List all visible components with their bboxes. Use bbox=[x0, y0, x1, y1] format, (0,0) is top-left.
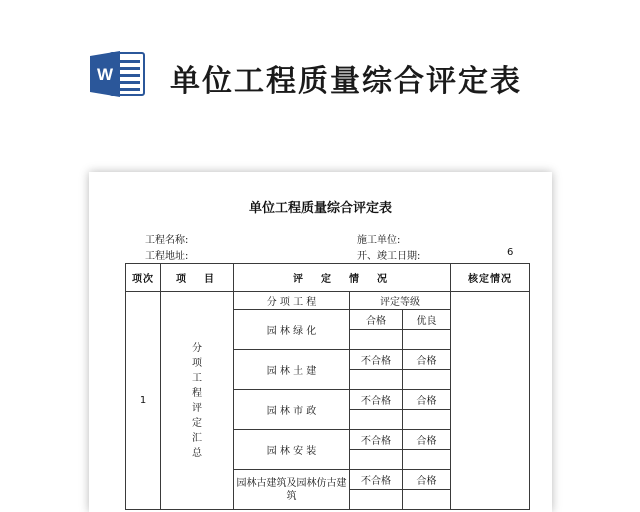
subitem-name: 园林古建筑及园林仿古建筑 bbox=[234, 470, 350, 510]
subitem-name: 园 林 市 政 bbox=[234, 390, 350, 430]
table-row bbox=[126, 292, 530, 310]
header-item-no: 项次 bbox=[126, 264, 161, 292]
grade-2: 优良 bbox=[403, 310, 451, 330]
grade-1: 不合格 bbox=[350, 430, 403, 450]
grade-2-value bbox=[403, 450, 451, 470]
grade-1: 不合格 bbox=[350, 390, 403, 410]
subitem-header: 分 项 工 程 bbox=[234, 292, 350, 310]
grade-2-value bbox=[403, 370, 451, 390]
header-evaluation: 评 定 情 况 bbox=[234, 264, 451, 292]
header-verification: 核定情况 bbox=[451, 264, 530, 292]
grade-2: 合格 bbox=[403, 350, 451, 370]
banner-title: 单位工程质量综合评定表 bbox=[170, 64, 522, 99]
grade-1-value bbox=[350, 450, 403, 470]
grade-1-value bbox=[350, 330, 403, 350]
grade-1: 不合格 bbox=[350, 350, 403, 370]
grade-2: 合格 bbox=[403, 390, 451, 410]
construction-unit-label: 施工单位: bbox=[357, 235, 401, 246]
document-page bbox=[89, 172, 552, 512]
grade-1-value bbox=[350, 410, 403, 430]
start-finish-date-label: 开、竣工日期: bbox=[357, 251, 421, 262]
grade-2: 合格 bbox=[403, 470, 451, 490]
project-address-label: 工程地址: bbox=[145, 251, 189, 262]
row1-name-text: 分 项 工 程 评 定 汇 总 bbox=[192, 342, 202, 459]
row1-name bbox=[161, 292, 234, 510]
date-value: 6 bbox=[507, 247, 514, 258]
project-name-label: 工程名称: bbox=[145, 235, 189, 246]
document-title: 单位工程质量综合评定表 bbox=[248, 201, 392, 216]
grade-header: 评定等级 bbox=[350, 292, 451, 310]
row1-verification-cell bbox=[451, 292, 530, 510]
evaluation-table bbox=[125, 263, 530, 510]
grade-2-value bbox=[403, 410, 451, 430]
word-icon-letter: W bbox=[96, 65, 114, 84]
grade-1: 合格 bbox=[350, 310, 403, 330]
grade-1-value bbox=[350, 370, 403, 390]
header-item: 项 目 bbox=[161, 264, 234, 292]
word-icon bbox=[88, 49, 146, 99]
subitem-name: 园 林 绿 化 bbox=[234, 310, 350, 350]
row1-no: 1 bbox=[126, 292, 161, 510]
subitem-name: 园 林 安 装 bbox=[234, 430, 350, 470]
subitem-name: 园 林 土 建 bbox=[234, 350, 350, 390]
banner bbox=[0, 0, 640, 150]
table-header-row bbox=[126, 264, 530, 292]
grade-2-value bbox=[403, 330, 451, 350]
grade-1: 不合格 bbox=[350, 470, 403, 490]
grade-2: 合格 bbox=[403, 430, 451, 450]
